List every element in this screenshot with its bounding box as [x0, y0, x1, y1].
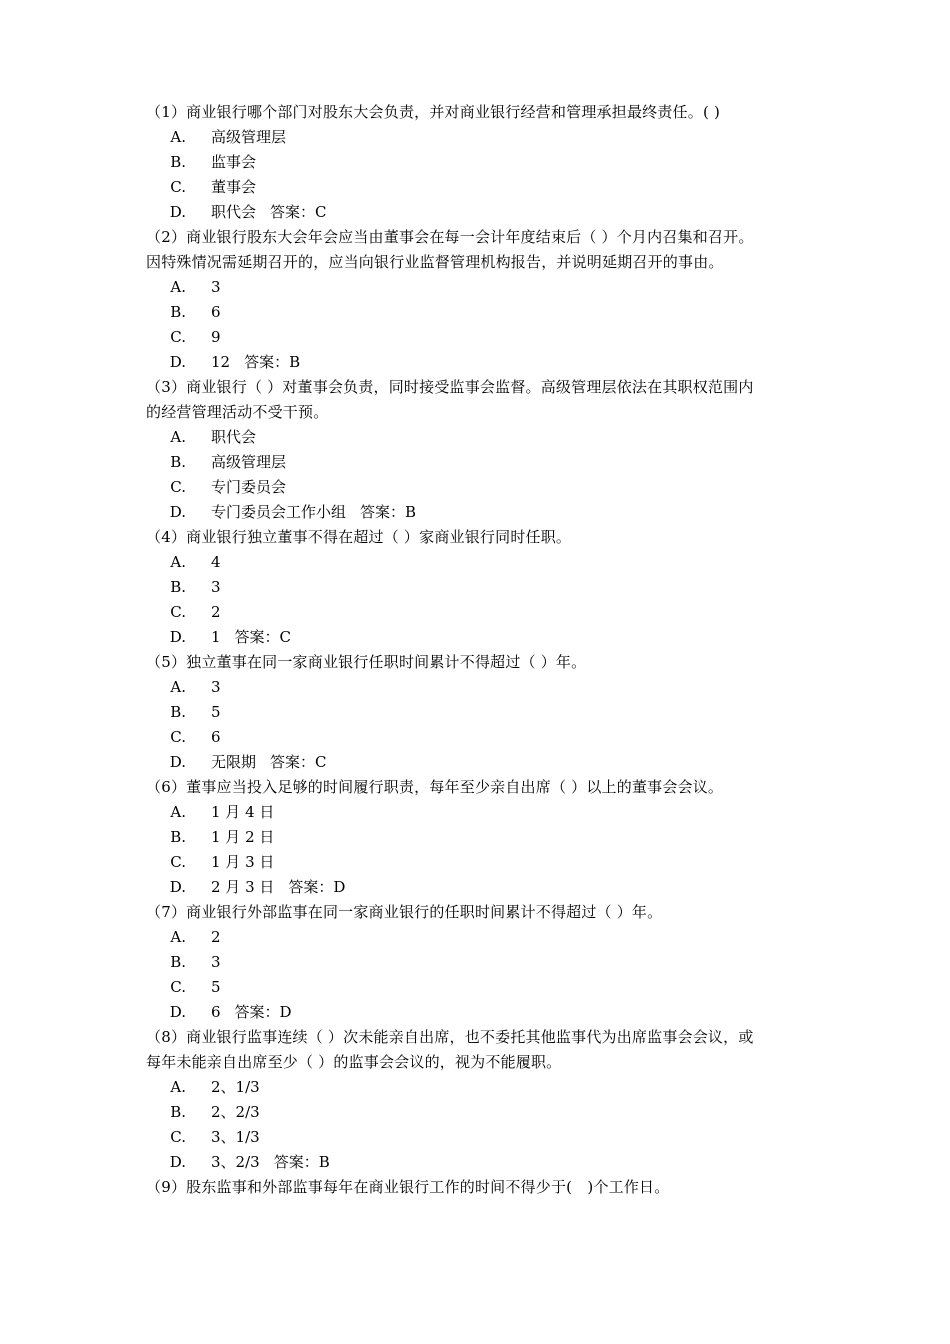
option-letter: C.: [170, 328, 186, 346]
option-row: [146, 350, 826, 375]
option-letter: C.: [170, 978, 186, 996]
option-text: [211, 825, 274, 850]
option-text: [211, 425, 256, 450]
option-letter: A.: [170, 678, 186, 696]
option-label: 6: [211, 1003, 221, 1021]
option-label: 9: [211, 328, 221, 346]
option-row: [146, 800, 826, 825]
question-list: [146, 100, 826, 1200]
question-text: （7）商业银行外部监事在同一家商业银行的任职时间累计不得超过（ ）年。: [146, 903, 663, 921]
option-label: 1 月 3 日: [211, 853, 275, 871]
option-label: 3、2/3: [211, 1153, 260, 1171]
option-letter: D.: [169, 878, 186, 896]
answer-label: 答案：B: [273, 1153, 330, 1171]
option-text: [211, 675, 221, 700]
option-label: 5: [211, 703, 221, 721]
option-text: [211, 1075, 260, 1100]
option-label: 职代会: [211, 428, 257, 446]
option-text: [211, 1150, 330, 1175]
option-text: [211, 875, 345, 900]
option-text: [211, 575, 221, 600]
option-label: 高级管理层: [211, 453, 287, 471]
option-row: [146, 175, 826, 200]
option-letter: A.: [170, 553, 186, 571]
option-row: [146, 550, 826, 575]
option-label: 2、2/3: [211, 1103, 260, 1121]
question-text: （9）股东监事和外部监事每年在商业银行工作的时间不得少于( )个工作日。: [146, 1178, 670, 1196]
option-row: [146, 300, 826, 325]
option-label: 监事会: [211, 153, 257, 171]
option-letter: B.: [170, 453, 186, 471]
answer-label: 答案：B: [360, 503, 417, 521]
option-row: [146, 875, 826, 900]
option-letter: B.: [170, 953, 186, 971]
option-letter: A.: [170, 803, 186, 821]
option-label: 6: [211, 303, 221, 321]
option-text: [211, 475, 286, 500]
question-block: [146, 525, 826, 650]
question-text: 的经营管理活动不受干预。: [146, 403, 329, 421]
option-text: [211, 350, 300, 375]
option-row: [146, 925, 826, 950]
option-text: [211, 550, 221, 575]
question-block: [146, 775, 826, 900]
question-text: （3）商业银行（ ）对董事会负责，同时接受监事会监督。高级管理层依法在其职权范围内: [146, 378, 754, 396]
option-label: 3: [211, 278, 221, 296]
option-row: [146, 600, 826, 625]
option-row: [146, 700, 826, 725]
option-row: [146, 275, 826, 300]
option-label: 12: [211, 353, 231, 371]
question-block: [146, 100, 826, 225]
option-text: [211, 175, 256, 200]
answer-label: 答案：D: [288, 878, 346, 896]
option-text: [211, 750, 327, 775]
answer-label: 答案：C: [270, 753, 327, 771]
question-text: （4）商业银行独立董事不得在超过（ ）家商业银行同时任职。: [146, 528, 572, 546]
answer-label: 答案：D: [234, 1003, 292, 1021]
option-text: [211, 700, 221, 725]
option-label: 董事会: [211, 178, 257, 196]
option-text: [211, 600, 221, 625]
question-block: [146, 900, 826, 1025]
option-label: 2: [211, 603, 221, 621]
option-row: [146, 850, 826, 875]
option-letter: A.: [170, 278, 186, 296]
answer-label: 答案：C: [270, 203, 327, 221]
option-text: [211, 975, 221, 1000]
question-block: [146, 375, 826, 525]
question-text: （8）商业银行监事连续（ ）次未能亲自出席，也不委托其他监事代为出席监事会会议，或: [146, 1028, 754, 1046]
option-label: 专门委员会: [211, 478, 287, 496]
option-row: [146, 1000, 826, 1025]
option-text: [211, 325, 221, 350]
option-text: [211, 1100, 260, 1125]
option-text: [211, 200, 327, 225]
option-letter: D.: [169, 1153, 186, 1171]
option-text: [211, 850, 274, 875]
option-text: [211, 300, 221, 325]
option-text: [211, 625, 291, 650]
option-text: [211, 725, 221, 750]
option-row: [146, 625, 826, 650]
option-text: [211, 125, 286, 150]
question-text: （1）商业银行哪个部门对股东大会负责，并对商业银行经营和管理承担最终责任。( ): [146, 103, 721, 121]
option-row: [146, 325, 826, 350]
question-text: 因特殊情况需延期召开的，应当向银行业监督管理机构报告，并说明延期召开的事由。: [146, 253, 724, 271]
option-label: 4: [211, 553, 221, 571]
option-letter: D.: [169, 753, 186, 771]
option-row: [146, 1075, 826, 1100]
option-label: 1 月 2 日: [211, 828, 275, 846]
option-row: [146, 500, 826, 525]
option-row: [146, 750, 826, 775]
option-letter: A.: [170, 1078, 186, 1096]
option-letter: A.: [170, 128, 186, 146]
option-letter: C.: [170, 603, 186, 621]
option-text: [211, 1000, 292, 1025]
option-label: 高级管理层: [211, 128, 287, 146]
option-row: [146, 725, 826, 750]
option-row: [146, 450, 826, 475]
option-row: [146, 475, 826, 500]
option-row: [146, 1100, 826, 1125]
option-row: [146, 425, 826, 450]
question-text: （2）商业银行股东大会年会应当由董事会在每一会计年度结束后（ ）个月内召集和召开。: [146, 228, 754, 246]
option-label: 3: [211, 678, 221, 696]
question-text: （5）独立董事在同一家商业银行任职时间累计不得超过（ ）年。: [146, 653, 587, 671]
option-row: [146, 950, 826, 975]
option-text: [211, 500, 416, 525]
option-row: [146, 575, 826, 600]
option-row: [146, 1125, 826, 1150]
question-block: [146, 225, 826, 375]
option-letter: C.: [170, 178, 186, 196]
option-label: 6: [211, 728, 221, 746]
option-letter: B.: [170, 703, 186, 721]
question-text: 每年未能亲自出席至少（ ）的监事会会议的，视为不能履职。: [146, 1053, 562, 1071]
option-label: 2、1/3: [211, 1078, 260, 1096]
document-page: [146, 100, 826, 1200]
option-letter: B.: [170, 578, 186, 596]
question-block: [146, 1025, 826, 1175]
question-text: （6）董事应当投入足够的时间履行职责，每年至少亲自出席（ ）以上的董事会会议。: [146, 778, 724, 796]
question-block: [146, 1175, 826, 1200]
option-text: [211, 925, 221, 950]
option-letter: C.: [170, 728, 186, 746]
option-text: [211, 950, 221, 975]
option-letter: B.: [170, 303, 186, 321]
option-letter: B.: [170, 828, 186, 846]
option-row: [146, 1150, 826, 1175]
option-letter: D.: [169, 203, 186, 221]
option-label: 2 月 3 日: [211, 878, 275, 896]
option-letter: D.: [169, 628, 186, 646]
option-label: 1 月 4 日: [211, 803, 275, 821]
option-row: [146, 675, 826, 700]
option-row: [146, 200, 826, 225]
option-label: 3: [211, 578, 221, 596]
option-label: 2: [211, 928, 221, 946]
option-text: [211, 1125, 260, 1150]
question-block: [146, 650, 826, 775]
option-letter: D.: [169, 353, 186, 371]
option-letter: A.: [170, 428, 186, 446]
option-label: 职代会: [211, 203, 257, 221]
option-text: [211, 800, 274, 825]
option-row: [146, 150, 826, 175]
option-letter: C.: [170, 853, 186, 871]
option-row: [146, 975, 826, 1000]
option-text: [211, 450, 286, 475]
option-row: [146, 825, 826, 850]
option-letter: C.: [170, 1128, 186, 1146]
option-text: [211, 275, 221, 300]
option-text: [211, 150, 256, 175]
answer-label: 答案：B: [244, 353, 301, 371]
answer-label: 答案：C: [234, 628, 292, 646]
option-letter: B.: [170, 153, 186, 171]
option-label: 1: [211, 628, 221, 646]
option-letter: B.: [170, 1103, 186, 1121]
option-letter: D.: [169, 1003, 186, 1021]
option-letter: A.: [170, 928, 186, 946]
option-label: 专门委员会工作小组: [211, 503, 347, 521]
option-letter: C.: [170, 478, 186, 496]
option-label: 5: [211, 978, 221, 996]
option-row: [146, 125, 826, 150]
option-label: 3、1/3: [211, 1128, 260, 1146]
option-letter: D.: [169, 503, 186, 521]
option-label: 3: [211, 953, 221, 971]
option-label: 无限期: [211, 753, 257, 771]
